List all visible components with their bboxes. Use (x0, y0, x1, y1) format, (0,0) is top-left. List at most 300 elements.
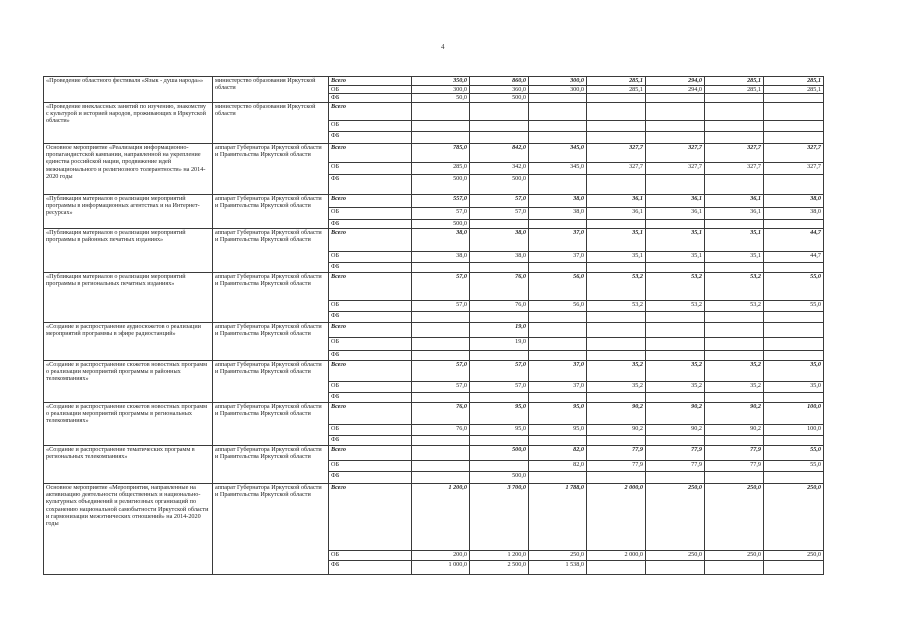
amount-cell (412, 460, 470, 471)
amount-cell: 57,0 (470, 360, 529, 381)
amount-cell: 35,2 (705, 381, 764, 392)
amount-cell: 500,0 (470, 94, 529, 102)
funding-source-label: ФБ (329, 262, 412, 272)
amount-cell (646, 219, 705, 228)
amount-cell: 77,9 (587, 445, 646, 460)
funding-source-label: Всего (329, 322, 412, 337)
amount-cell: 56,0 (529, 300, 587, 311)
amount-cell: 35,2 (705, 360, 764, 381)
amount-cell: 77,9 (705, 460, 764, 471)
activity-name-cell (44, 228, 213, 272)
funding-source-label: ФБ (329, 94, 412, 102)
amount-cell: 35,2 (646, 381, 705, 392)
table-row (44, 77, 824, 86)
executor-name: аппарат Губернатора Иркутской области и Правительства Иркутской области (215, 402, 322, 417)
amount-cell: 50,0 (412, 94, 470, 102)
amount-cell: 38,0 (470, 251, 529, 262)
amount-cell: 3 700,0 (470, 483, 529, 550)
amount-cell: 860,0 (470, 77, 529, 86)
amount-cell (705, 560, 764, 574)
executor-name: аппарат Губернатора Иркутской области и Правительства Иркутской области (215, 228, 322, 243)
amount-cell: 53,2 (587, 300, 646, 311)
amount-cell: 57,0 (470, 207, 529, 219)
amount-cell: 300,0 (412, 86, 470, 94)
amount-cell (646, 120, 705, 131)
amount-cell (587, 392, 646, 402)
amount-cell: 35,0 (764, 381, 824, 392)
amount-cell (705, 435, 764, 445)
activity-name-cell (44, 483, 213, 574)
amount-cell (529, 337, 587, 350)
funding-source-label: ОБ (329, 381, 412, 392)
amount-cell: 327,7 (764, 143, 824, 162)
executor-cell (213, 102, 329, 143)
amount-cell (587, 262, 646, 272)
executor-cell (213, 228, 329, 272)
amount-cell: 345,0 (529, 143, 587, 162)
amount-cell: 36,1 (646, 194, 705, 207)
amount-cell (764, 102, 824, 120)
amount-cell (470, 460, 529, 471)
amount-cell (412, 337, 470, 350)
activity-name: Основное мероприятие «Мероприятия, направленные на активизацию деятельности общественных и национально-культурных объединений и религиозных организаций по сохранению национальной самобытности Иркутской области и гармонизации межэтнических отношений» на 2014-2020 годы (46, 483, 209, 528)
amount-cell (470, 131, 529, 143)
activity-name-cell (44, 360, 213, 402)
amount-cell: 327,7 (764, 162, 824, 174)
amount-cell: 35,0 (764, 360, 824, 381)
funding-source-label: Всего (329, 102, 412, 120)
amount-cell (587, 120, 646, 131)
executor-cell (213, 322, 329, 360)
executor-cell (213, 194, 329, 228)
amount-cell: 327,7 (587, 162, 646, 174)
amount-cell: 294,0 (646, 86, 705, 94)
activity-name-cell (44, 322, 213, 360)
amount-cell (529, 322, 587, 337)
amount-cell (412, 131, 470, 143)
amount-cell (587, 174, 646, 194)
amount-cell: 90,2 (587, 424, 646, 435)
amount-cell (646, 560, 705, 574)
amount-cell: 285,1 (705, 77, 764, 86)
amount-cell: 76,0 (412, 402, 470, 424)
amount-cell (529, 392, 587, 402)
funding-source-label: ФБ (329, 131, 412, 143)
executor-cell (213, 445, 329, 483)
activity-name: «Создание и распространение тематических программ в региональных телекомпаниях» (46, 445, 195, 460)
funding-source-label: ОБ (329, 300, 412, 311)
amount-cell: 1 788,0 (529, 483, 587, 550)
amount-cell (587, 350, 646, 360)
activity-name-cell (44, 77, 213, 103)
amount-cell (705, 219, 764, 228)
executor-cell (213, 272, 329, 322)
funding-source-label: ФБ (329, 435, 412, 445)
amount-cell: 19,0 (470, 322, 529, 337)
table-row (44, 322, 824, 337)
amount-cell: 35,2 (587, 381, 646, 392)
activity-name-cell (44, 143, 213, 194)
executor-name: аппарат Губернатора Иркутской области и Правительства Иркутской области (215, 194, 322, 209)
executor-name: министерство образования Иркутской области (215, 102, 316, 117)
activity-name: «Публикация материалов о реализации мероприятий программы в информационных агентствах и на Интернет-ресурсах» (46, 194, 200, 217)
amount-cell: 35,2 (646, 360, 705, 381)
executor-name: аппарат Губернатора Иркутской области и Правительства Иркутской области (215, 143, 322, 158)
amount-cell: 327,7 (587, 143, 646, 162)
amount-cell: 200,0 (412, 550, 470, 560)
amount-cell (646, 322, 705, 337)
amount-cell (646, 435, 705, 445)
amount-cell: 55,0 (764, 300, 824, 311)
amount-cell: 55,0 (764, 445, 824, 460)
amount-cell: 327,7 (705, 162, 764, 174)
funding-source-label: ОБ (329, 251, 412, 262)
amount-cell (587, 337, 646, 350)
amount-cell: 842,0 (470, 143, 529, 162)
activity-name: «Создание и распространение сюжетов новостных программ о реализации мероприятий программы в районных телекомпаниях» (46, 360, 208, 383)
activity-name-cell (44, 102, 213, 143)
amount-cell: 82,0 (529, 460, 587, 471)
amount-cell: 360,0 (470, 86, 529, 94)
amount-cell (705, 94, 764, 102)
amount-cell (705, 174, 764, 194)
activity-name: «Создание и распространение сюжетов новостных программ о реализации мероприятий программы в региональных телекомпаниях» (46, 402, 208, 425)
amount-cell: 95,0 (529, 402, 587, 424)
funding-source-label: Всего (329, 228, 412, 251)
amount-cell (705, 471, 764, 483)
executor-name: аппарат Губернатора Иркутской области и Правительства Иркутской области (215, 483, 322, 498)
amount-cell (764, 350, 824, 360)
amount-cell (764, 131, 824, 143)
activity-name-cell (44, 445, 213, 483)
amount-cell (587, 102, 646, 120)
amount-cell (412, 322, 470, 337)
table-row (44, 194, 824, 207)
amount-cell (529, 131, 587, 143)
funding-source-label: Всего (329, 272, 412, 300)
amount-cell (529, 471, 587, 483)
amount-cell (587, 219, 646, 228)
executor-cell (213, 77, 329, 103)
amount-cell: 53,2 (646, 300, 705, 311)
funding-source-label: ОБ (329, 337, 412, 350)
amount-cell (705, 120, 764, 131)
amount-cell (470, 102, 529, 120)
amount-cell: 77,9 (646, 460, 705, 471)
amount-cell: 37,0 (529, 228, 587, 251)
amount-cell (587, 471, 646, 483)
amount-cell (646, 392, 705, 402)
amount-cell (412, 392, 470, 402)
amount-cell: 300,0 (529, 77, 587, 86)
activity-name: «Публикация материалов о реализации мероприятий программы в региональных печатных изданиях» (46, 272, 186, 287)
amount-cell: 785,0 (412, 143, 470, 162)
page-number: 4 (441, 43, 445, 51)
funding-source-label: Всего (329, 445, 412, 460)
amount-cell: 56,0 (529, 272, 587, 300)
amount-cell: 44,7 (764, 228, 824, 251)
amount-cell: 37,0 (529, 381, 587, 392)
amount-cell: 250,0 (646, 550, 705, 560)
funding-source-label: ФБ (329, 311, 412, 322)
amount-cell: 100,0 (764, 402, 824, 424)
amount-cell: 500,0 (470, 174, 529, 194)
amount-cell: 53,2 (705, 272, 764, 300)
amount-cell: 2 000,0 (587, 483, 646, 550)
amount-cell: 285,1 (764, 86, 824, 94)
amount-cell (764, 94, 824, 102)
amount-cell: 53,2 (646, 272, 705, 300)
amount-cell (470, 392, 529, 402)
amount-cell: 38,0 (412, 251, 470, 262)
amount-cell (587, 131, 646, 143)
amount-cell: 36,1 (646, 207, 705, 219)
amount-cell (587, 94, 646, 102)
activity-name: «Публикация материалов о реализации мероприятий программы в районных печатных изданиях» (46, 228, 186, 243)
amount-cell: 55,0 (764, 272, 824, 300)
amount-cell: 327,7 (705, 143, 764, 162)
funding-source-label: ОБ (329, 424, 412, 435)
amount-cell: 35,2 (587, 360, 646, 381)
executor-name: аппарат Губернатора Иркутской области и Правительства Иркутской области (215, 272, 322, 287)
funding-source-label: Всего (329, 402, 412, 424)
amount-cell: 500,0 (470, 445, 529, 460)
amount-cell (646, 337, 705, 350)
executor-cell (213, 143, 329, 194)
amount-cell: 36,1 (587, 207, 646, 219)
amount-cell: 76,0 (470, 300, 529, 311)
amount-cell: 250,0 (529, 550, 587, 560)
amount-cell (705, 131, 764, 143)
activity-name: «Создание и распространение аудиосюжетов о реализации мероприятий программы в эфире радиостанций» (46, 322, 201, 337)
amount-cell: 36,1 (705, 194, 764, 207)
funding-source-label: Всего (329, 143, 412, 162)
amount-cell: 250,0 (705, 483, 764, 550)
amount-cell (587, 322, 646, 337)
amount-cell (412, 262, 470, 272)
table-row (44, 272, 824, 300)
amount-cell: 350,0 (412, 77, 470, 86)
amount-cell (529, 219, 587, 228)
amount-cell: 57,0 (412, 381, 470, 392)
activity-name: «Проведение внеклассных занятий по изучению, знакомству с культурой и историей народов, проживающих в Иркутской области» (46, 102, 206, 125)
table-row (44, 483, 824, 550)
amount-cell: 90,2 (587, 402, 646, 424)
amount-cell: 57,0 (470, 194, 529, 207)
amount-cell (646, 471, 705, 483)
amount-cell: 35,1 (705, 228, 764, 251)
funding-source-label: ФБ (329, 560, 412, 574)
amount-cell (705, 350, 764, 360)
amount-cell (412, 471, 470, 483)
table-row (44, 102, 824, 120)
amount-cell: 57,0 (412, 300, 470, 311)
amount-cell (705, 102, 764, 120)
amount-cell: 36,1 (705, 207, 764, 219)
amount-cell (646, 174, 705, 194)
executor-cell (213, 360, 329, 402)
amount-cell (764, 174, 824, 194)
amount-cell: 1 000,0 (412, 560, 470, 574)
amount-cell: 95,0 (470, 424, 529, 435)
amount-cell: 57,0 (412, 360, 470, 381)
amount-cell: 19,0 (470, 337, 529, 350)
amount-cell (646, 311, 705, 322)
executor-cell (213, 402, 329, 445)
amount-cell (764, 120, 824, 131)
amount-cell: 557,0 (412, 194, 470, 207)
amount-cell (412, 311, 470, 322)
amount-cell: 38,0 (764, 194, 824, 207)
funding-source-label: ФБ (329, 392, 412, 402)
amount-cell (529, 262, 587, 272)
amount-cell: 57,0 (470, 381, 529, 392)
amount-cell: 500,0 (470, 471, 529, 483)
amount-cell: 57,0 (412, 207, 470, 219)
amount-cell (529, 311, 587, 322)
amount-cell (529, 350, 587, 360)
activity-name: «Проведение областного фестиваля «Язык - душа народа»» (46, 77, 204, 84)
table-row (44, 143, 824, 162)
amount-cell: 327,7 (646, 143, 705, 162)
amount-cell (470, 262, 529, 272)
funding-source-label: ОБ (329, 162, 412, 174)
executor-name: министерство образования Иркутской области (215, 77, 316, 92)
amount-cell (587, 311, 646, 322)
amount-cell: 250,0 (764, 483, 824, 550)
amount-cell (412, 102, 470, 120)
executor-cell (213, 483, 329, 574)
amount-cell (646, 262, 705, 272)
funding-source-label: ФБ (329, 350, 412, 360)
activity-name: Основное мероприятие «Реализация информационно-пропагандистской кампании, направленной на укрепление единства российской нации, продвижение идей межнационального и религиозного толерантности» на 2014-2020 годы (46, 143, 206, 180)
amount-cell (705, 392, 764, 402)
amount-cell: 300,0 (529, 86, 587, 94)
amount-cell: 250,0 (764, 550, 824, 560)
amount-cell (529, 120, 587, 131)
amount-cell (705, 262, 764, 272)
table-row (44, 228, 824, 251)
amount-cell: 90,2 (646, 424, 705, 435)
amount-cell: 82,0 (529, 445, 587, 460)
amount-cell: 38,0 (470, 228, 529, 251)
amount-cell: 57,0 (412, 272, 470, 300)
amount-cell: 285,0 (412, 162, 470, 174)
funding-source-label: ФБ (329, 471, 412, 483)
amount-cell (646, 94, 705, 102)
amount-cell: 35,1 (646, 251, 705, 262)
amount-cell: 250,0 (705, 550, 764, 560)
amount-cell (529, 435, 587, 445)
amount-cell: 77,9 (587, 460, 646, 471)
amount-cell: 294,0 (646, 77, 705, 86)
funding-source-label: ФБ (329, 219, 412, 228)
amount-cell: 95,0 (470, 402, 529, 424)
amount-cell: 55,0 (764, 460, 824, 471)
amount-cell (705, 337, 764, 350)
amount-cell (412, 120, 470, 131)
amount-cell (412, 435, 470, 445)
table-row (44, 402, 824, 424)
amount-cell (764, 471, 824, 483)
amount-cell: 35,1 (587, 251, 646, 262)
amount-cell: 90,2 (646, 402, 705, 424)
executor-name: аппарат Губернатора Иркутской области и Правительства Иркутской области (215, 322, 322, 337)
amount-cell (705, 311, 764, 322)
funding-source-label: Всего (329, 483, 412, 550)
amount-cell (764, 392, 824, 402)
amount-cell (764, 262, 824, 272)
amount-cell: 35,1 (705, 251, 764, 262)
amount-cell: 285,1 (587, 86, 646, 94)
amount-cell (412, 445, 470, 460)
amount-cell (412, 350, 470, 360)
amount-cell: 90,2 (705, 402, 764, 424)
funding-source-label: Всего (329, 194, 412, 207)
amount-cell: 250,0 (646, 483, 705, 550)
amount-cell: 100,0 (764, 424, 824, 435)
amount-cell (764, 322, 824, 337)
amount-cell (764, 560, 824, 574)
amount-cell: 38,0 (529, 207, 587, 219)
executor-name: аппарат Губернатора Иркутской области и Правительства Иркутской области (215, 445, 322, 460)
amount-cell (529, 174, 587, 194)
amount-cell: 95,0 (529, 424, 587, 435)
amount-cell: 38,0 (412, 228, 470, 251)
amount-cell (646, 102, 705, 120)
budget-table (43, 76, 824, 575)
amount-cell (705, 322, 764, 337)
amount-cell (764, 219, 824, 228)
amount-cell: 500,0 (412, 174, 470, 194)
amount-cell: 77,9 (646, 445, 705, 460)
amount-cell: 1 538,0 (529, 560, 587, 574)
amount-cell: 1 200,0 (470, 550, 529, 560)
funding-source-label: Всего (329, 360, 412, 381)
amount-cell (470, 219, 529, 228)
amount-cell (470, 120, 529, 131)
amount-cell: 38,0 (529, 194, 587, 207)
funding-source-label: ОБ (329, 120, 412, 131)
amount-cell (587, 435, 646, 445)
activity-name-cell (44, 272, 213, 322)
amount-cell (529, 94, 587, 102)
amount-cell: 345,0 (529, 162, 587, 174)
funding-source-label: ОБ (329, 207, 412, 219)
amount-cell (646, 350, 705, 360)
amount-cell (764, 337, 824, 350)
funding-source-label: ОБ (329, 460, 412, 471)
amount-cell (764, 311, 824, 322)
amount-cell: 76,0 (470, 272, 529, 300)
amount-cell: 2 000,0 (587, 550, 646, 560)
amount-cell (764, 435, 824, 445)
amount-cell (470, 435, 529, 445)
amount-cell (470, 311, 529, 322)
amount-cell: 36,1 (587, 194, 646, 207)
amount-cell: 77,9 (705, 445, 764, 460)
activity-name-cell (44, 402, 213, 445)
amount-cell: 500,0 (412, 219, 470, 228)
amount-cell: 285,1 (764, 77, 824, 86)
amount-cell (646, 131, 705, 143)
amount-cell: 90,2 (705, 424, 764, 435)
amount-cell: 285,1 (705, 86, 764, 94)
amount-cell: 53,2 (705, 300, 764, 311)
amount-cell (470, 350, 529, 360)
amount-cell: 2 500,0 (470, 560, 529, 574)
amount-cell: 342,0 (470, 162, 529, 174)
